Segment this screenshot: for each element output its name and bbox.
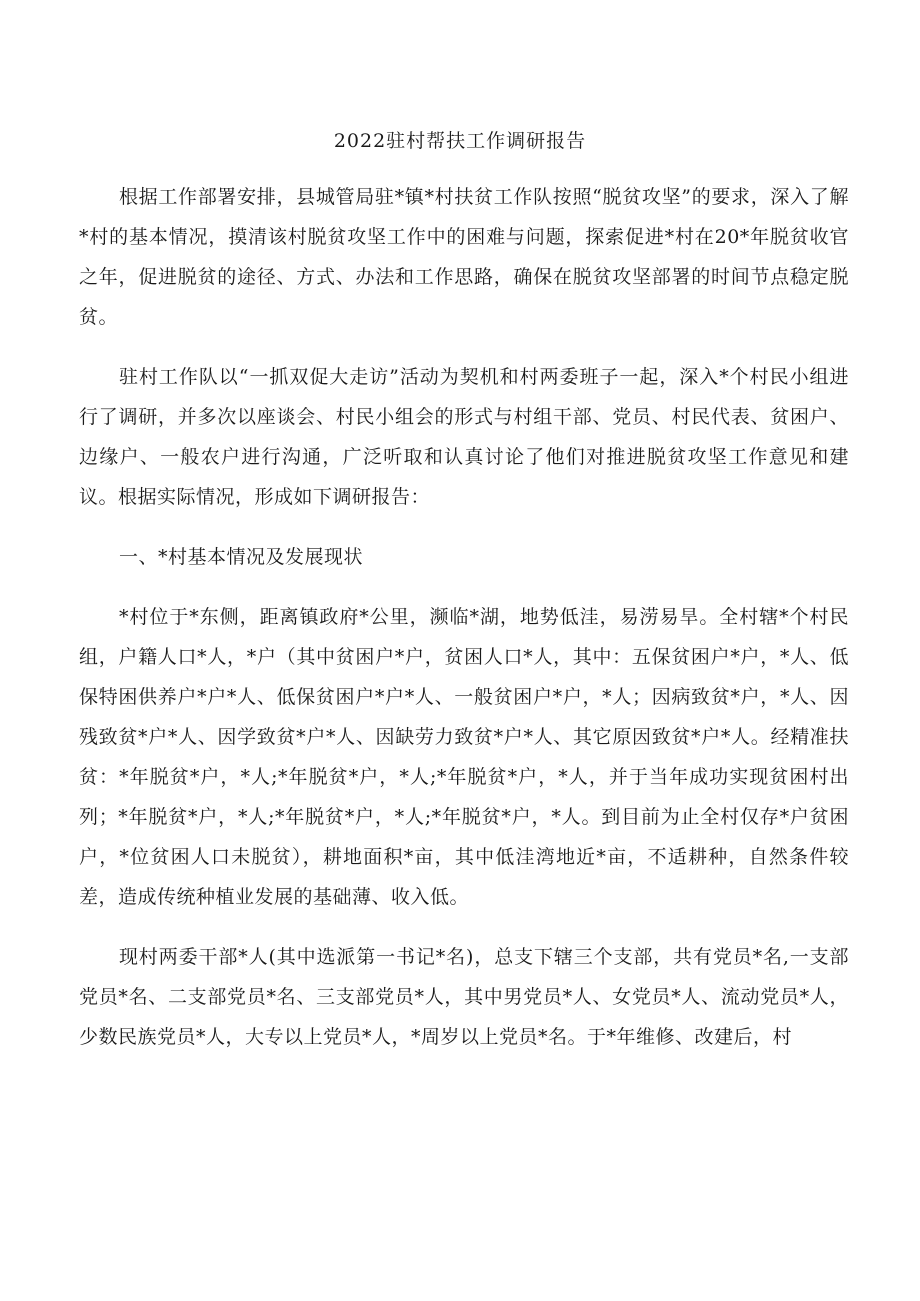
village-overview-paragraph: *村位于*东侧，距离镇政府*公里，濒临*湖，地势低洼，易涝易旱。全村辖*个村民组，户籍人口*人，*户（其中贫困户*户，贫困人口*人，其中：五保贫困户*户，*人、低保特困供养户*户*人、低保贫困户*户*人、一般贫困户*户，*人；因病致贫*户，*人、因残致贫*户*人、因学致贫*户*人、因缺劳力致贫*户*人、其它原因致贫*户*人。经精准扶贫：*年脱贫*户，*人;*年脱贫*户，*人;*年脱贫*户，*人，并于当年成功实现贫困村出列；*年脱贫*户，*人;*年脱贫*户，*人;*年脱贫*户，*人。到目前为止全村仅存*户贫困户，*位贫困人口未脱贫），耕地面积*亩，其中低洼湾地近*亩，不适耕种，自然条件较差，造成传统种植业发展的基础薄、收入低。 (79, 606, 849, 908)
method-paragraph: 驻村工作队以“一抓双促大走访”活动为契机和村两委班子一起，深入*个村民小组进行了调研，并多次以座谈会、村民小组会的形式与村组干部、党员、村民代表、贫困户、边缘户、一般农户进行沟通，广泛听取和认真讨论了他们对推进脱贫攻坚工作意见和建议。根据实际情况，形成如下调研报告： (79, 366, 849, 508)
section-heading: 一、*村基本情况及发展现状 (119, 546, 364, 568)
party-members-paragraph: 现村两委干部*人(其中选派第一书记*名)，总支下辖三个支部，共有党员*名,一支部党员*名、二支部党员*名、三支部党员*人，其中男党员*人、女党员*人、流动党员*人，少数民族党员*人，大专以上党员*人，*周岁以上党员*名。于*年维修、改建后，村 (79, 946, 849, 1048)
document-title: 2022驻村帮扶工作调研报告 (333, 130, 587, 152)
document-body (79, 177, 849, 1077)
intro-paragraph: 根据工作部署安排，县城管局驻*镇*村扶贫工作队按照“脱贫攻坚”的要求，深入了解*村的基本情况，摸清该村脱贫攻坚工作中的困难与问题，探索促进*村在20*年脱贫收官之年，促进脱贫的途径、方式、办法和工作思路，确保在脱贫攻坚部署的时间节点稳定脱贫。 (79, 186, 849, 328)
